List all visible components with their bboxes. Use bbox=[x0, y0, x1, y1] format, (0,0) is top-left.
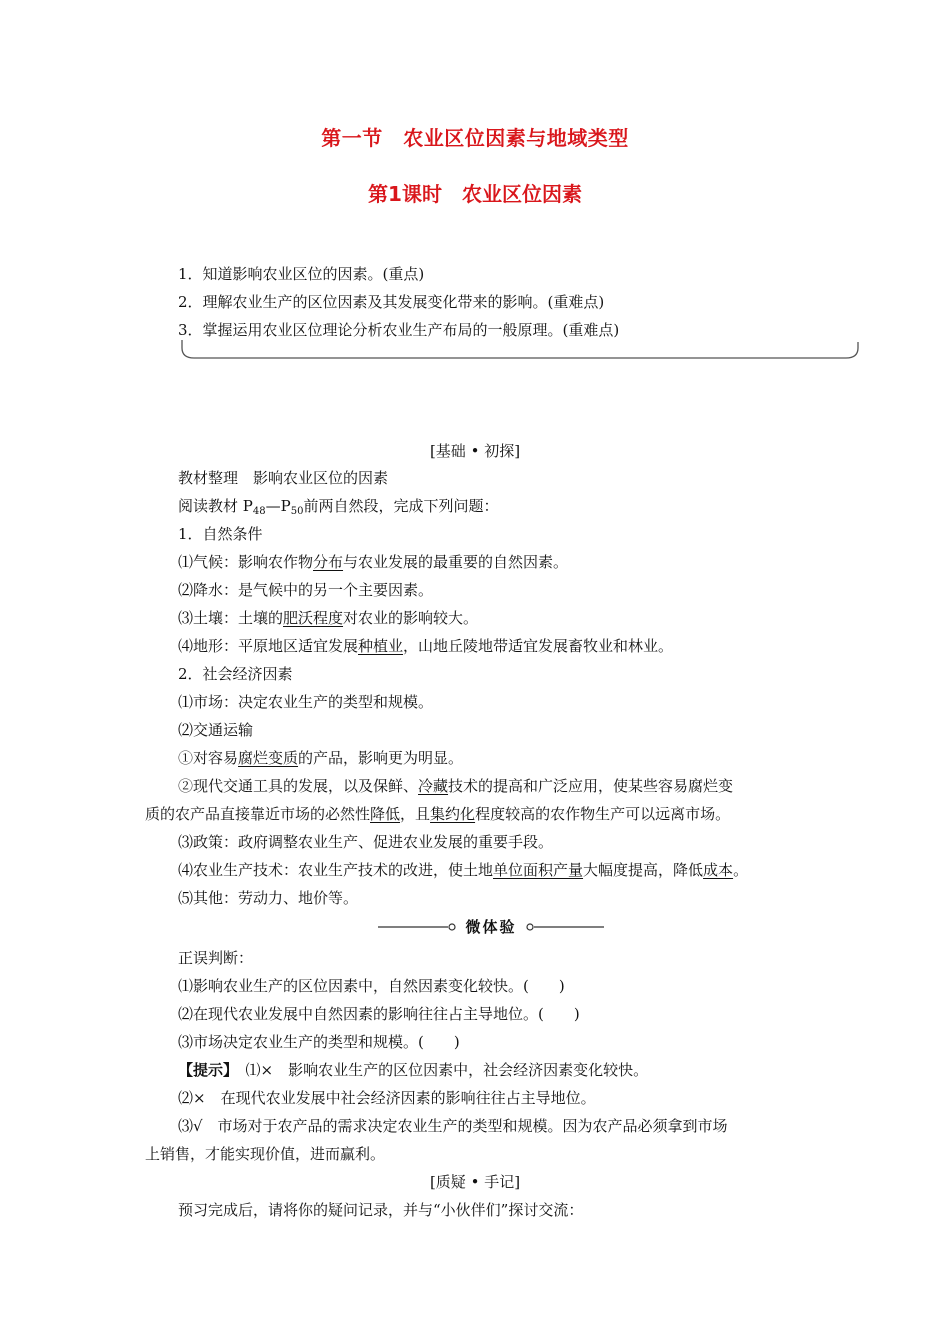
item-technology: ⑷农业生产技术：农业生产技术的改进，使土地单位面积产量大幅度提高，降低成本。 bbox=[178, 861, 749, 879]
item-climate: ⑴气候：影响农作物分布与农业发展的最重要的自然因素。 bbox=[178, 553, 569, 571]
objective-2: 2．理解农业生产的区位因素及其发展变化带来的影响。(重难点) bbox=[178, 293, 605, 311]
item-policy: ⑶政策：政府调整农业生产、促进农业发展的重要手段。 bbox=[178, 833, 554, 851]
answer-3-cont: 上销售，才能实现价值，进而赢利。 bbox=[145, 1145, 386, 1163]
micro-experience-divider bbox=[378, 915, 604, 939]
objectives-bracket bbox=[178, 340, 862, 362]
item-transport-2: ②现代交通工具的发展，以及保鲜、冷藏技术的提高和广泛应用，使某些容易腐烂变 bbox=[178, 777, 734, 795]
item-transport-2-cont: 质的农产品直接靠近市场的必然性降低，且集约化程度较高的农作物生产可以远离市场。 bbox=[145, 805, 731, 823]
answer-1: 【提示】 ⑴× 影响农业生产的区位因素中，社会经济因素变化较快。 bbox=[178, 1061, 649, 1079]
answer-2: ⑵× 在现代农业发展中社会经济因素的影响往往占主导地位。 bbox=[178, 1089, 596, 1107]
item-transport: ⑵交通运输 bbox=[178, 721, 254, 739]
answer-3: ⑶√ 市场对于农产品的需求决定农业生产的类型和规模。因为农产品必须拿到市场 bbox=[178, 1117, 728, 1135]
textbook-heading: 教材整理 影响农业区位的因素 bbox=[178, 469, 389, 487]
item-terrain: ⑷地形：平原地区适宜发展种植业，山地丘陵地带适宜发展畜牧业和林业。 bbox=[178, 637, 674, 655]
item-soil: ⑶土壤：土壤的肥沃程度对农业的影响较大。 bbox=[178, 609, 479, 627]
item-others: ⑸其他：劳动力、地价等。 bbox=[178, 889, 359, 907]
objective-1: 1．知道影响农业区位的因素。(重点) bbox=[178, 265, 425, 283]
judge-heading: 正误判断： bbox=[178, 949, 254, 967]
objective-3: 3．掌握运用农业区位理论分析农业生产布局的一般原理。(重难点) bbox=[178, 321, 620, 339]
heading-natural: 1．自然条件 bbox=[178, 525, 263, 543]
section-doubt-heading: [质疑 • 手记] bbox=[429, 1173, 521, 1191]
item-rainfall: ⑵降水：是气候中的另一个主要因素。 bbox=[178, 581, 434, 599]
micro-experience-title: 微体验 bbox=[465, 918, 517, 936]
doubt-instruction: 预习完成后，请将你的疑问记录，并与“小伙伴们”探讨交流： bbox=[178, 1201, 584, 1219]
page-subtitle: 第1课时 农业区位因素 bbox=[368, 182, 582, 206]
question-2: ⑵在现代农业发展中自然因素的影响往往占主导地位。( ) bbox=[178, 1005, 580, 1023]
item-transport-1: ①对容易腐烂变质的产品，影响更为明显。 bbox=[178, 749, 464, 767]
page-title: 第一节 农业区位因素与地域类型 bbox=[321, 126, 629, 150]
reading-instruction: 阅读教材 $P_{48}—P_{50}$前两自然段，完成下列问题： bbox=[178, 497, 499, 517]
hint-label: 【提示】 bbox=[178, 1061, 231, 1079]
item-market: ⑴市场：决定农业生产的类型和规模。 bbox=[178, 693, 434, 711]
question-1: ⑴影响农业生产的区位因素中，自然因素变化较快。( ) bbox=[178, 977, 565, 995]
section-basic-heading: [基础 • 初探] bbox=[429, 442, 521, 460]
question-3: ⑶市场决定农业生产的类型和规模。( ) bbox=[178, 1033, 460, 1051]
heading-social: 2．社会经济因素 bbox=[178, 665, 293, 683]
